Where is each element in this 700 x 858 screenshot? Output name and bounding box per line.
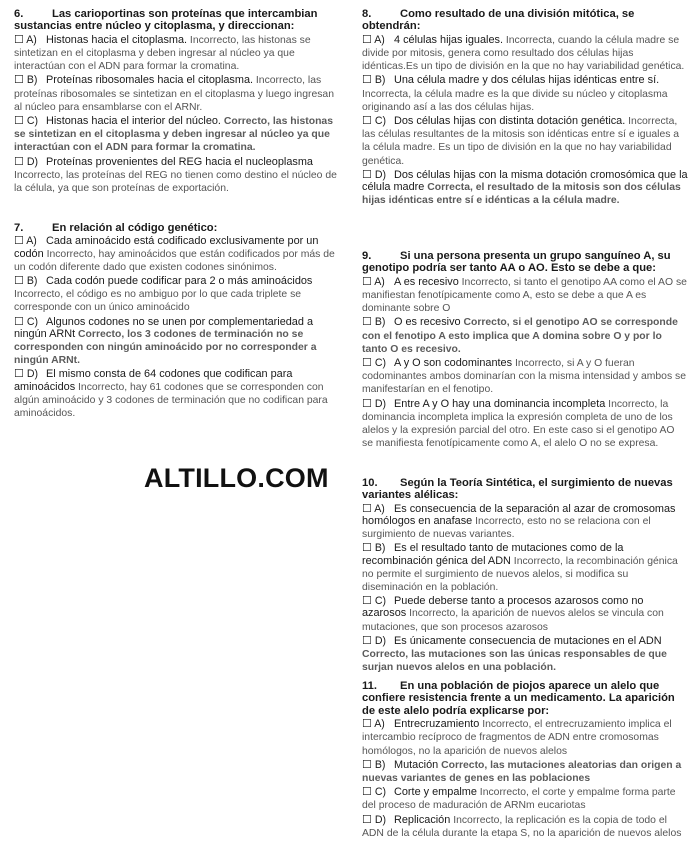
checkbox-icon[interactable]: ☐ [14, 368, 24, 381]
feedback-incorrect: Incorrecto, si A y O fueran codominantes ambos dominarían con la misma intensidad y ambos se manifestarían en el fenotipo. [362, 358, 687, 396]
feedback-incorrect: Incorrecto, el entrecruzamiento implica el intercambio recíproco de fragmentos de ADN entre cromosomas homólogos, no la aparición de nuevos alelos [362, 719, 672, 757]
answer-option[interactable] [362, 316, 688, 356]
option-letter: C) [26, 115, 39, 128]
option-text: Histonas hacia el citoplasma. [46, 33, 188, 46]
answer-option[interactable] [14, 74, 340, 114]
option-checkbox-letter[interactable] [362, 786, 394, 798]
question-title: Según la Teoría Sintética, el surgimiento de nuevas variantes alélicas: [362, 477, 673, 502]
question-title: Como resultado de una división mitótica, se obtendrán: [362, 8, 635, 33]
question-number: 7. [14, 222, 24, 234]
option-letter: B) [26, 275, 38, 288]
answer-option[interactable] [362, 169, 688, 208]
option-checkbox-letter[interactable] [14, 74, 46, 86]
option-text: Es consecuencia de la separación al azar de cromosomas homólogos en anafase [362, 502, 676, 528]
answer-option[interactable] [14, 156, 340, 196]
option-text: Corte y empalme [394, 786, 477, 799]
option-letter: D) [374, 397, 387, 410]
option-text: A y O son codominantes [394, 357, 513, 370]
checkbox-icon[interactable]: ☐ [362, 813, 372, 826]
answer-option[interactable] [14, 235, 340, 274]
option-letter: D) [374, 813, 387, 826]
question-title: Las carioportinas son proteínas que intercambian sustancias entre núcleo y citoplasma, y direccionan: [14, 8, 318, 33]
option-checkbox-letter[interactable] [14, 275, 46, 287]
option-letter: B) [374, 74, 386, 87]
question-heading [14, 8, 340, 33]
feedback-incorrect: Incorrecto, las proteínas ribosomales se sintetizan en el citoplasma y luego ingresan al núcleo para ensamblarse con el ARNr. [14, 75, 334, 113]
option-checkbox-letter[interactable] [362, 814, 394, 826]
feedback-incorrect: Incorrecto, el corte y empalme forma parte del proceso de maduración de ARNm eucariotas [362, 787, 676, 812]
feedback-correct: Correcta, el resultado de la mitosis son dos células hijas idénticas entre sí e idénticas a la célula madre. [362, 182, 681, 207]
option-letter: A) [374, 718, 385, 731]
option-text: Es el resultado tanto de mutaciones como de la recombinación génica del ADN [362, 542, 624, 567]
option-letter: D) [374, 168, 387, 181]
checkbox-icon[interactable]: ☐ [362, 357, 372, 370]
feedback-incorrect: Incorrecta, las células resultantes de la mitosis son idénticas entre sí e iguales a la célula madre. Es un tipo de división en la que no hay variabilidad genética. [362, 116, 680, 167]
option-checkbox-letter[interactable] [14, 156, 46, 168]
question-heading [14, 222, 340, 234]
checkbox-icon[interactable]: ☐ [362, 595, 372, 608]
feedback-incorrect: Incorrecto, el código es no ambiguo por lo que cada triplete se corresponde con un único aminoácido [14, 289, 302, 314]
option-text: Puede deberse tanto a procesos azarosos como no azarosos [362, 595, 644, 620]
option-letter: A) [374, 502, 385, 515]
option-letter: A) [26, 235, 37, 248]
answer-option[interactable] [14, 275, 340, 315]
feedback-incorrect: Incorrecto, esto no se relaciona con el surgimiento de nuevas variantes. [362, 516, 651, 541]
option-checkbox-letter[interactable] [14, 235, 46, 247]
checkbox-icon[interactable]: ☐ [362, 718, 372, 731]
checkbox-icon[interactable]: ☐ [362, 542, 372, 555]
checkbox-icon[interactable]: ☐ [362, 758, 372, 771]
checkbox-icon[interactable]: ☐ [14, 315, 24, 328]
option-checkbox-letter[interactable] [14, 316, 46, 328]
checkbox-icon[interactable]: ☐ [14, 33, 24, 46]
option-checkbox-letter[interactable] [362, 74, 394, 86]
checkbox-icon[interactable]: ☐ [14, 275, 24, 288]
feedback-correct: Correcto, las mutaciones aleatorias dan origen a nuevas variantes de genes en las poblaciones [362, 759, 682, 785]
option-checkbox-letter[interactable] [362, 635, 394, 647]
question-title: Si una persona presenta un grupo sanguíneo A, su genotipo podría ser tanto AA o AO. Esto se debe a que: [362, 250, 671, 275]
question-block [14, 222, 340, 420]
feedback-incorrect: Incorrecto, las histonas se sintetizan en el citoplasma y deben ingresar al núcleo ya que interactúan con el ADN para formar la cromatina. [14, 34, 311, 73]
option-checkbox-letter[interactable] [362, 542, 394, 554]
question-heading [362, 250, 688, 275]
answer-option[interactable] [362, 759, 688, 785]
option-checkbox-letter[interactable] [362, 169, 394, 181]
option-checkbox-letter[interactable] [362, 115, 394, 127]
option-checkbox-letter[interactable] [14, 34, 46, 46]
checkbox-icon[interactable]: ☐ [362, 634, 372, 647]
option-checkbox-letter[interactable] [362, 759, 394, 771]
feedback-incorrect: Incorrecto, la recombinación génica no permite el surgimiento de nuevos alelos, si modifica su diseminación en la población. [362, 555, 678, 594]
option-checkbox-letter[interactable] [362, 718, 394, 730]
option-text: Una célula madre y dos células hijas idénticas entre sí. [394, 74, 660, 87]
question-heading [362, 680, 688, 717]
option-text: Proteínas provenientes del REG hacia el nucleoplasma [46, 155, 313, 168]
option-text: Dos células hijas con la misma dotación cromosómica que la célula madre [362, 168, 688, 194]
option-text: Cada aminoácido está codificado exclusivamente por un codón [14, 235, 319, 260]
option-letter: B) [26, 74, 38, 87]
feedback-incorrect: Incorrecto, las proteínas del REG no tienen como destino el núcleo de la célula, ya que son proteínas de exportación. [14, 169, 337, 195]
option-letter: C) [374, 786, 387, 799]
question-number: 8. [362, 8, 372, 20]
checkbox-icon[interactable]: ☐ [362, 74, 372, 87]
feedback-incorrect: Incorrecta, cuando la célula madre se divide por mitosis, genera como resultado dos células hijas idénticas.Es un tipo de división en la que no hay variabilidad genética. [362, 34, 685, 73]
option-checkbox-letter[interactable] [362, 34, 394, 46]
checkbox-icon[interactable]: ☐ [362, 33, 372, 46]
option-letter: C) [374, 595, 387, 608]
question-block [362, 477, 688, 674]
option-letter: B) [374, 758, 386, 771]
question-block [362, 250, 688, 450]
option-letter: D) [26, 368, 39, 381]
checkbox-icon[interactable]: ☐ [362, 397, 372, 410]
answer-option[interactable] [362, 814, 688, 840]
checkbox-icon[interactable]: ☐ [362, 786, 372, 799]
option-text: Cada codón puede codificar para 2 o más aminoácidos [46, 275, 313, 288]
question-heading [362, 477, 688, 502]
checkbox-icon[interactable]: ☐ [14, 115, 24, 128]
checkbox-icon[interactable]: ☐ [362, 502, 372, 515]
option-letter: C) [26, 315, 39, 328]
option-letter: A) [374, 275, 385, 288]
checkbox-icon[interactable]: ☐ [14, 235, 24, 248]
feedback-correct: Correcto, si el genotipo AO se corresponde con el fenotipo A esto implica que A domina sobre O y por lo tanto O es recesivo. [362, 317, 678, 355]
option-letter: C) [374, 357, 387, 370]
checkbox-icon[interactable]: ☐ [362, 275, 372, 288]
answer-option[interactable] [362, 34, 688, 74]
option-checkbox-letter[interactable] [362, 316, 394, 328]
watermark: ALTILLO.COM [144, 463, 329, 493]
answer-option[interactable] [362, 718, 688, 758]
question-number: 10. [362, 477, 378, 489]
option-text: Algunos codones no se unen por complementariedad a ningún ARNt [14, 315, 314, 340]
checkbox-icon[interactable]: ☐ [14, 74, 24, 87]
option-letter: D) [26, 155, 39, 168]
question-title: En relación al código genético: [52, 222, 218, 234]
feedback-incorrect: Incorrecto, si tanto el genotipo AA como el AO se manifiestan fenotípicamente como A, esto se debe a que A es dominante sobre O [362, 276, 687, 315]
question-block [362, 8, 688, 207]
answer-option[interactable] [362, 74, 688, 114]
question-heading [362, 8, 688, 33]
question-number: 9. [362, 250, 372, 262]
answer-option[interactable] [14, 115, 340, 155]
option-checkbox-letter[interactable] [362, 357, 394, 369]
option-checkbox-letter[interactable] [362, 398, 394, 410]
answer-option[interactable] [362, 357, 688, 397]
checkbox-icon[interactable]: ☐ [362, 316, 372, 329]
option-letter: A) [374, 33, 385, 46]
question-title: En una población de piojos aparece un alelo que confiere resistencia frente a un medicamento. La aparición de este alelo podría explicarse por: [362, 680, 675, 717]
option-text: Entrecruzamiento [394, 718, 480, 731]
option-text: Dos células hijas con distinta dotación genética. [394, 115, 626, 128]
option-checkbox-letter[interactable] [14, 115, 46, 127]
answer-option[interactable] [362, 115, 688, 168]
feedback-incorrect: Incorrecto, la aparición de nuevos alelos se vincula con mutaciones, que son procesos azarosos [362, 608, 664, 633]
option-text: El mismo consta de 64 codones que codifican para aminoácidos [14, 368, 293, 393]
answer-option[interactable] [362, 595, 688, 634]
option-letter: D) [374, 634, 387, 647]
option-checkbox-letter[interactable] [14, 368, 46, 380]
feedback-incorrect: Incorrecto, hay aminoácidos que están codificados por más de un codón diferente dado que existen codones sinónimos. [14, 248, 335, 273]
option-letter: C) [374, 115, 387, 128]
question-number: 6. [14, 8, 24, 20]
answer-option[interactable] [14, 34, 340, 74]
feedback-correct: Correcto, los 3 codones de terminación no se corresponden con ningún aminoácido por no corresponder a ningún ARNt. [14, 328, 317, 367]
question-block [14, 8, 340, 195]
checkbox-icon[interactable]: ☐ [362, 168, 372, 181]
question-block [362, 680, 688, 840]
answer-option[interactable] [14, 316, 340, 368]
feedback-correct: Correcto, las histonas se sintetizan en el citoplasma y deben ingresar al núcleo ya que interactúan con el ADN para formar la cromatina. [14, 116, 333, 154]
option-text: Es únicamente consecuencia de mutaciones en el ADN [394, 634, 662, 647]
feedback-incorrect: Incorrecto, hay 61 codones que se corresponden con algún aminoácido y 3 codones de terminación que no codifican para aminoácidos. [14, 381, 328, 420]
feedback-incorrect: Incorrecto, la replicación es la copia de todo el ADN de la célula durante la etapa S, no la aparición de nuevos alelos [362, 814, 682, 839]
option-text: Histonas hacia el interior del núcleo. [46, 115, 221, 128]
option-text: 4 células hijas iguales. [394, 33, 503, 46]
answer-option[interactable] [362, 398, 688, 451]
answer-option[interactable] [362, 276, 688, 316]
answer-option[interactable] [14, 368, 340, 420]
feedback-incorrect: Incorrecta, la célula madre es la que divide su núcleo y citoplasma originando así a las dos células hijas. [362, 88, 668, 113]
feedback-incorrect: Incorrecto, la dominancia incompleta implica la expresión completa de uno de los alelos y la expresión parcial del otro. En este caso si el genotipo AO se manifiesta fenotípicamente como A, el alelo O no se expresa. [362, 398, 675, 450]
option-checkbox-letter[interactable] [362, 595, 394, 607]
option-text: Entre A y O hay una dominancia incompleta [394, 397, 606, 410]
option-text: Mutación [394, 758, 439, 771]
question-number: 11. [362, 680, 377, 692]
option-text: Proteínas ribosomales hacia el citoplasma. [46, 74, 254, 87]
answer-option[interactable] [362, 635, 688, 675]
option-checkbox-letter[interactable] [362, 503, 394, 515]
checkbox-icon[interactable]: ☐ [14, 155, 24, 168]
option-text: A es recesivo [394, 275, 459, 288]
option-letter: B) [374, 316, 386, 329]
option-text: Replicación [394, 813, 451, 826]
option-checkbox-letter[interactable] [362, 276, 394, 288]
answer-option[interactable] [362, 786, 688, 812]
answer-option[interactable] [362, 542, 688, 594]
answer-option[interactable] [362, 503, 688, 542]
option-letter: A) [26, 33, 37, 46]
checkbox-icon[interactable]: ☐ [362, 115, 372, 128]
option-text: O es recesivo [394, 316, 461, 329]
option-letter: B) [374, 542, 386, 555]
feedback-correct: Correcto, las mutaciones son las únicas responsables de que surjan nuevos alelos en una población. [362, 649, 667, 674]
